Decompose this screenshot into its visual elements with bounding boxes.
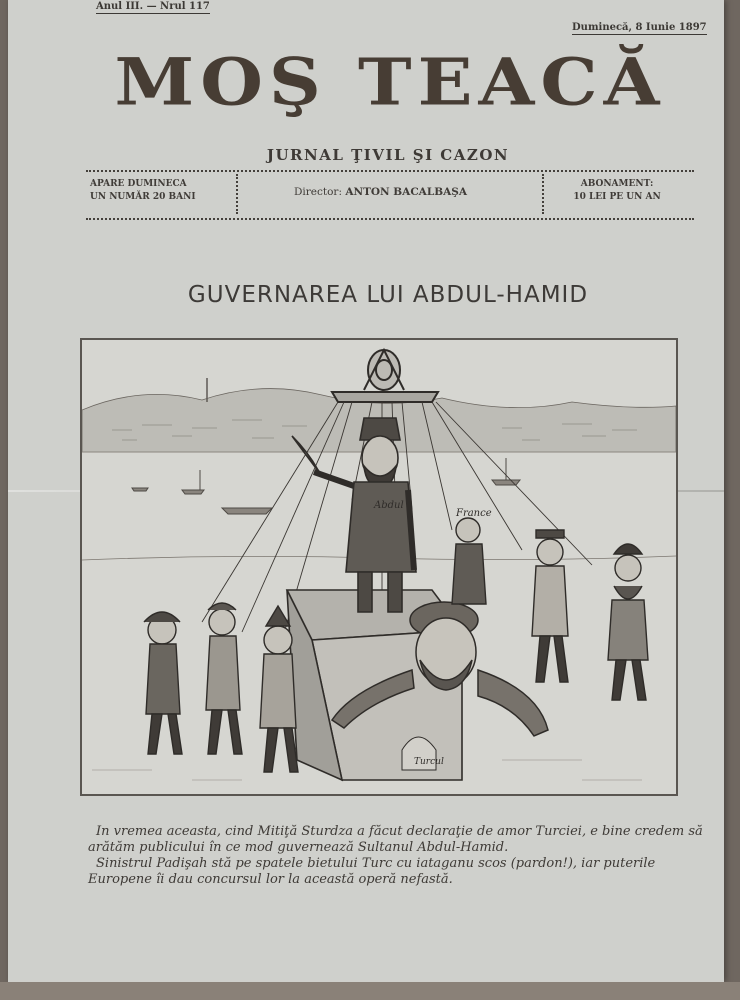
background-surface	[0, 982, 740, 1000]
masthead-title: MOŞ TEACĂ	[114, 43, 666, 120]
caption-paragraph: Sinistrul Padişah stă pe spatele bietului Turc cu iataganu scos (pardon!), iar puterile Europene îi dau concursul lor la această operă nefastă.	[88, 856, 656, 887]
cartoon-drawing	[82, 340, 676, 794]
newspaper-page	[8, 0, 724, 982]
label-france: France	[456, 508, 492, 519]
cartoon-illustration	[80, 338, 678, 796]
issue-number: Anul III. — Nrul 117	[96, 1, 210, 12]
director-label: Director:	[294, 186, 342, 198]
subscription-label: ABONAMENT:	[580, 179, 654, 189]
subscription-info	[542, 178, 692, 204]
article-caption	[88, 824, 708, 888]
divider	[236, 174, 238, 214]
issue-price: UN NUMĂR 20 BANI	[90, 192, 196, 202]
subscription-price: 10 LEI PE UN AN	[573, 192, 661, 202]
label-turc: Turcul	[414, 757, 444, 767]
director-info	[294, 186, 534, 199]
director-name: ANTON BACALBAŞA	[345, 186, 467, 198]
masthead-subtitle: JURNAL ŢIVIL ŞI CAZON	[266, 146, 510, 164]
article-headline: GUVERNAREA LUI ABDUL-HAMID	[187, 282, 589, 308]
caption-paragraph: In vremea aceasta, cind Mitiţă Sturdza a făcut declaraţie de amor Turciei, e bine credem să arătăm publicului în ce mod guvernează Sultanul Abdul-Hamid.	[88, 824, 703, 855]
issue-date: Duminecă, 8 Iunie 1897	[572, 22, 707, 33]
publication-info	[90, 178, 240, 204]
publication-schedule: APARE DUMINECA	[90, 179, 187, 189]
info-bar	[86, 170, 694, 220]
label-sultan: Abdul	[374, 500, 404, 511]
